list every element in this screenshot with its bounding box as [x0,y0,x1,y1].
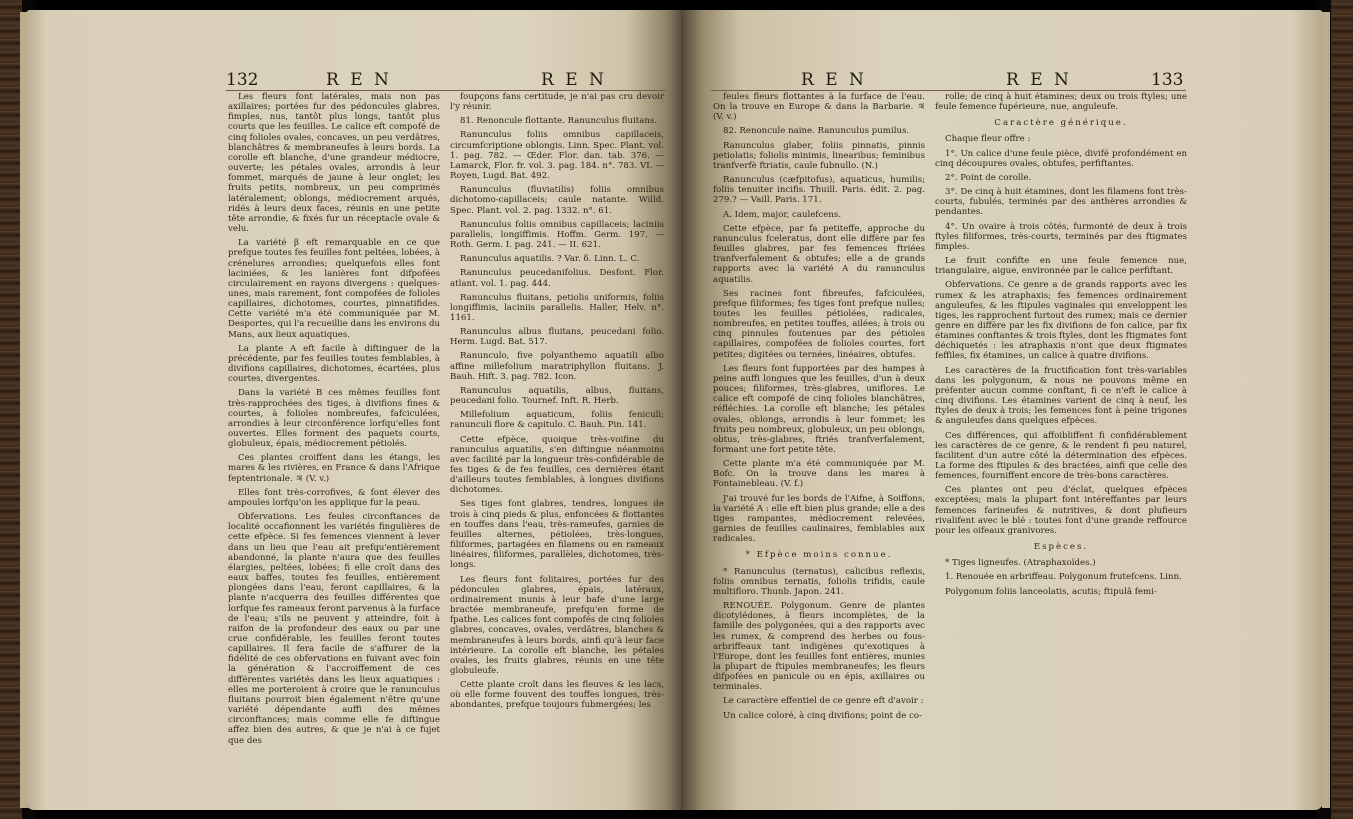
right-col2-paragraph: 1°. Un calice d'une feule pièce, divifé profondément en cinq découpures ovales, obtufes, perfiftantes. [935,148,1187,169]
right-col2-paragraph: 2°. Point de corolle. [945,172,1032,183]
left-col1-paragraph: Elles font très-corrofives, & font élever des ampoules lorfqu'on les applique fur la peau. [228,487,440,508]
right-col2-paragraph: * Tiges ligneufes. (Atraphaxoïdes.) [945,558,1096,569]
right-col2-paragraph: Caractère générique. [994,118,1128,129]
left-col2-paragraph: Ranunculus foliis omnibus capillaceis; laciniis parallelis, longiffimis. Hoffm. Germ. 197. — Roth. Germ. I. pag. 241. — II. 621. [450,219,664,251]
right-col2-paragraph: Ces plantes ont peu d'éclat, quelques efpèces exceptées; mais la plupart font intéreffantes par leurs femences farineufes & nutritives, & dont plufieurs rivalifent avec le blé : toutes font d'une grande reffource pour les oifeaux granivores. [935,485,1187,536]
right-col2-paragraph: Espèces. [1033,542,1089,553]
right-col1-paragraph: * Efpèce moins connue. [745,550,893,561]
left-col2-paragraph: Cette efpèce, quoique très-voifine du ranunculus aquatilis, s'en diftingue néanmoins avec facilité par la longueur très-confidérable de fes tiges & de fes feuilles, ces dernières étant d'ailleurs toutes femblables, à longues divifions dichotomes. [450,434,664,496]
right-col2-paragraph: Ces différences, qui affoibliffent fi confidérablement les caractères de ce genre, & le rendent fi peu naturel, facilitent d'un autre côté la détermination des efpèces. La forme des ftipules & des bractées, ainfi que celle des femences, fourniffent encore de très-bons caractères. [935,430,1187,482]
left-col2-paragraph: Ranunculus albus fluitans, peucedani folio. Herm. Lugd. Bat. 517. [450,327,664,348]
right-col1-paragraph: Ses racines font fibreufes, fafciculées, prefque filiformes; fes tiges font prefque nulles; toutes les feuilles pétiolées, radicales, nombreufes, en petites touffes, ailées; à trois ou cinq pinnules foutenues par des pétioles capillaires, compofées de folioles courtes, fort petites; digitées ou ternées, linéaires, obtufes. [713,288,925,360]
left-col2-paragraph: Les fleurs font folitaires, portées fur des pédoncules glabres, épais, latéraux, ordinairement munis à leur bafe d'une large bractée membraneufe, prefqu'en forme de fpathe. Les calices font compofés de cinq folioles glabres, concaves, ovales, verdâtres, blanches & membraneufes à leurs bords, ainfi qu'à leur face intérieure. La corolle eft blanche, les pétales ovales, les fruits glabres, réunis en une tête globuleufe. [450,574,664,676]
left-cover-edge [0,0,22,819]
left-col2-paragraph: Ranunculus peucedanifolius. Desfont. Flor. atlant. vol. 1. pag. 444. [450,268,664,289]
right-col1-paragraph: Ranunculus glaber, foliis pinnatis, pinnis petiolatis; foliolis minimis, linearibus; feminibus tranfverfè ftriatis, caule fubnullo. (N.) [713,140,925,171]
right-col1-paragraph: 82. Renoncule naine. Ranunculus pumilus. [723,126,910,137]
left-col2-paragraph: Ranunculus fluitans, petiolis uniformis, foliis longiffimis, laciniis parallelis. Haller, Helv. n°. 1161. [450,292,664,323]
right-header-rule [711,90,1186,91]
right-header-1: R E N [801,70,867,90]
right-cover-edge [1331,0,1353,819]
right-column-2 [935,92,1187,601]
left-column-1 [228,92,440,750]
left-col1-paragraph: Ces plantes croiffent dans les étangs, les mares & les rivières, en France & dans l'Afrique feptentrionale. ♃ (V. v.) [228,453,440,484]
left-col2-paragraph: Ranunculus (fluviatilis) foliis omnibus dichotomo-capillaceis; caule natante. Willd. Spec. Plant. vol. 2. pag. 1332. n°. 61. [450,185,664,216]
right-page-stack [1322,12,1330,808]
left-col2-paragraph: Ranunculus aquatilis, albus, fluitans, peucedani folio. Tournef. Inft. R. Herb. [450,385,664,407]
right-col1-paragraph: Ranunculus (cæfpitofus), aquaticus, humilis; foliis tenuiter incifis. Thuill. Paris. édit. 2. pag. 279.? — Vaill. Paris. 171. [713,175,925,206]
right-col1-paragraph: Un calice coloré, à cinq divifions; point de co- [723,710,923,721]
right-col1-paragraph: Le caractère effentiel de ce genre eft d'avoir : [723,696,924,707]
left-col2-paragraph: Ses tiges font glabres, tendres, longues de trois à cinq pieds & plus, enfoncées & flottantes en touffes dans l'eau, très-rameufes, garnies de feuilles alternes, pétiolées, très-longues, filiformes, partagées en filamens ou en rameaux linéaires, filiformes, parallèles, dichotomes, très-longs. [450,499,664,571]
left-col1-paragraph: Les fleurs font latérales, mais non pas axillaires; portées fur des pédoncules glabres, fimples, nus, tantôt plus longs, tantôt plus courts que les feuilles. Le calice eft compofé de cinq folioles ovales, concaves, un peu verdâtres, blanchâtres & membraneufes à leurs bords. La corolle eft blanche, d'une grandeur médiocre, ouverte; les pétales ovales, arrondis à leur fommet, marqués de jaune à leur onglet; les fruits petits, nombreux, un peu comprimés latéralement; oblongs, médiocrement arqués, ridés à leurs deux faces, réunis en une petite tête arrondie, & fixés fur un réceptacle ovale & velu. [228,92,440,235]
left-page [26,10,681,810]
left-header-1: R E N [326,70,392,90]
right-col2-paragraph: 3°. De cinq à huit étamines, dont les filamens font très-courts, fubulés, terminés par des anthères arrondies & pendantes. [935,187,1187,218]
right-header-2: R E N [1006,70,1072,90]
left-col2-paragraph: Ranunculus aquatilis. ? Var. δ. Linn. L. C. [460,254,640,265]
left-col1-paragraph: La variété β eft remarquable en ce que prefque toutes fes feuilles font peltées, lobées, à crénelures arrondies; quelquefois elles font laciniées, & les lanières font difpofées circulairement en rayons divergens : quelques-unes, mais rarement, font compofées de folioles capillaires, dichotomes, courtes, pinnatifides. Cette variété m'a été communiquée par M. Desportes, qui l'a recueillie dans les environs du Mans, aux lieux aquatiques. [228,238,440,340]
left-column-2 [450,92,664,715]
left-col1-paragraph: Obfervations. Les feules circonftances de localité occafionnent les variétés fingulières de cette efpèce. Si fes femences viennent à lever dans un lieu que l'eau ait prefqu'entièrement abandonné, la plante n'aura que des feuilles élargies, peltées, lobées; fi elle croît dans des eaux baffes, toutes fes feuilles, entièrement plongées dans l'eau, feront capillaires, & la plante n'acquerra des feuilles différentes que lorfque fes rameaux feront parvenus à la furface de l'eau; s'ils ne peuvent y atteindre, foit à raifon de la profondeur des eaux ou par une crue confidérable, les feuilles feront toutes capillaires. Il fera facile de s'affurer de la fidélité de ces obfervations en fuivant avec foin la génération & l'accroiffement de ces différentes variétés dans les lieux aquatiques : elles me porteroient à croire que le ranunculus fluitans pourroit bien également n'être qu'une variété dépendante auffi des mêmes circonftances; mais comme elle fe diftingue affez bien des autres, & que je n'ai à ce fujet que des [228,512,440,746]
right-column-1 [713,92,925,725]
right-col1-paragraph: Cette efpèce, par fa petiteffe, approche du ranunculus fceleratus, dont elle diffère par fes feuilles glabres, par fes femences ftriées tranfverfalement & obtufes; elle a de grands rapports avec la variété A du ranunculus aquatilis. [713,223,925,285]
left-col2-paragraph: Cette plante croît dans les fleuves & les lacs, où elle forme fouvent des touffes longues, très-abondantes, prefque toujours fubmergées; les [450,680,664,711]
right-page-number: 133 [1151,70,1184,90]
right-col2-paragraph: 1. Renouée en arbriffeau. Polygonum frutefcens. Linn. [945,572,1182,583]
left-col1-paragraph: La plante A eft facile à diftinguer de la précédente, par fes feuilles toutes femblables, à divifions capillaires, dichotomes, écartées, plus courtes, divergentes. [228,343,440,385]
left-header-2: R E N [541,70,607,90]
left-col2-paragraph: Millefolium aquaticum, foliis feniculi; ranunculi flore & capitulo. C. Bauh. Pin. 141. [450,410,664,431]
right-col1-paragraph: Cette plante m'a été communiquée par M. Bofc. On la trouve dans les mares à Fontainebleau. (V. f.) [713,459,925,490]
right-page [681,10,1323,810]
right-col1-paragraph: A. Idem, major, caulefcens. [723,209,842,220]
right-col1-paragraph: Les fleurs font fupportées par des hampes à peine auffi longues que les feuilles, d'un à deux pouces; filiformes, très-glabres, uniflores. Le calice eft compofé de cinq folioles blanchâtres, réfléchies. La corolle eft blanche; les pétales ovales, oblongs, arrondis à leur fommet; les fruits peu nombreux, globuleux, un peu oblongs, obtus, très-glabres, ftriés tranfverfalement, formant une fort petite tête. [713,363,925,455]
right-col1-paragraph: RENOUÉE. Polygonum. Genre de plantes dicotylédones, à fleurs incomplètes, de la famille des polygonées, qui a des rapports avec les rumex, & comprend des herbes ou fous-arbriffeaux tant indigènes qu'exotiques à l'Europe, dont les feuilles font entières, munies la plupart de ftipules membraneufes; les fleurs difpofées en panicule ou en épis, axillaires ou terminales. [713,601,925,693]
right-col1-paragraph: feules fleurs flottantes à la furface de l'eau. On la trouve en Europe & dans la Barbarie. ♃ (V. v.) [713,92,925,123]
right-col1-paragraph: * Ranunculus (ternatus), calicibus reflexis, foliis omnibus ternatis, foliolis trifidis, caule multifloro. Thunb. Japon. 241. [713,566,925,597]
left-col2-paragraph: foupçons fans certitude, je n'ai pas cru devoir l'y réunir. [450,92,664,113]
right-col2-paragraph: 4°. Un ovaire à trois côtés, furmonté de deux à trois ftyles filiformes, très-courts, terminés par des ftigmates fimples. [935,221,1187,252]
right-col2-paragraph: Les caractères de la fructification font très-variables dans les polygonum, & nous ne pouvons même en préfenter aucun comme conftant, fi ce n'eft le calice à cinq divifions. Les étamines varient de cinq à neuf, les ftyles de deux à trois; les femences font à peine trigones & anguleufes dans quelques efpèces. [935,365,1187,427]
left-col1-paragraph: Dans la variété B ces mêmes feuilles font très-rapprochées des tiges, à divifions fines & courtes, à folioles nombreufes, fafciculées, arrondies à leur circonférence lorfqu'elles font ouvertes. Elles forment des paquets courts, globuleux, épais, médiocrement pétiolés. [228,388,440,450]
right-col2-paragraph: Le fruit confifte en une feule femence nue, triangulaire, aigue, environnée par le calice perfiftant. [935,256,1187,277]
right-col1-paragraph: J'ai trouvé fur les bords de l'Aifne, à Soiffons, la variété A : elle eft bien plus grande; elle a des tiges rampantes, médiocrement relevées, garnies de feuilles caulinaires, femblables aux radicales. [713,493,925,545]
right-col2-paragraph: Obfervations. Ce genre a de grands rapports avec les rumex & les atraphaxis; fes femences ordinairement anguleufes, & les ftipules vaginales qui enveloppent les tiges, les rapprochent furtout des rumex; mais ce dernier genre en diffère par les fix divifions de fon calice, par fix étamines conftantes & trois ftyles, dont les ftigmates font déchiquetés : les atraphaxis n'ont que deux ftigmates feffiles, fix étamines, un calice à quatre divifions. [935,280,1187,362]
right-col2-paragraph: Chaque fleur offre : [945,134,1031,145]
left-col2-paragraph: Ranunculo, five polyanthemo aquatili albo affine millefolium maratriphyllon fluitans. J. Bauh. Hift. 3. pag. 782. Icon. [450,351,664,382]
right-col2-paragraph: rolle; de cinq à huit étamines; deux ou trois ftyles; une feule femence fupérieure, nue, anguleufe. [935,92,1187,113]
right-col2-paragraph: Polygonum foliis lanceolatis, acutis; ftipulâ femi- [945,586,1157,597]
left-col2-paragraph: Ranunculus foliis omnibus capillaceis, circumfcriptione oblongis. Linn. Spec. Plant. vol. 1. pag. 782. — Œder. Flor. dan. tab. 376. — Lamarck, Flor. fr. vol. 3. pag. 184. n°. 783. VI. — Royen, Lugd. Bat. 492. [450,130,664,182]
left-page-number: 132 [226,70,259,90]
left-col2-paragraph: 81. Renoncule flottante. Ranunculus fluitans. [460,116,658,127]
left-header-rule [226,90,666,91]
